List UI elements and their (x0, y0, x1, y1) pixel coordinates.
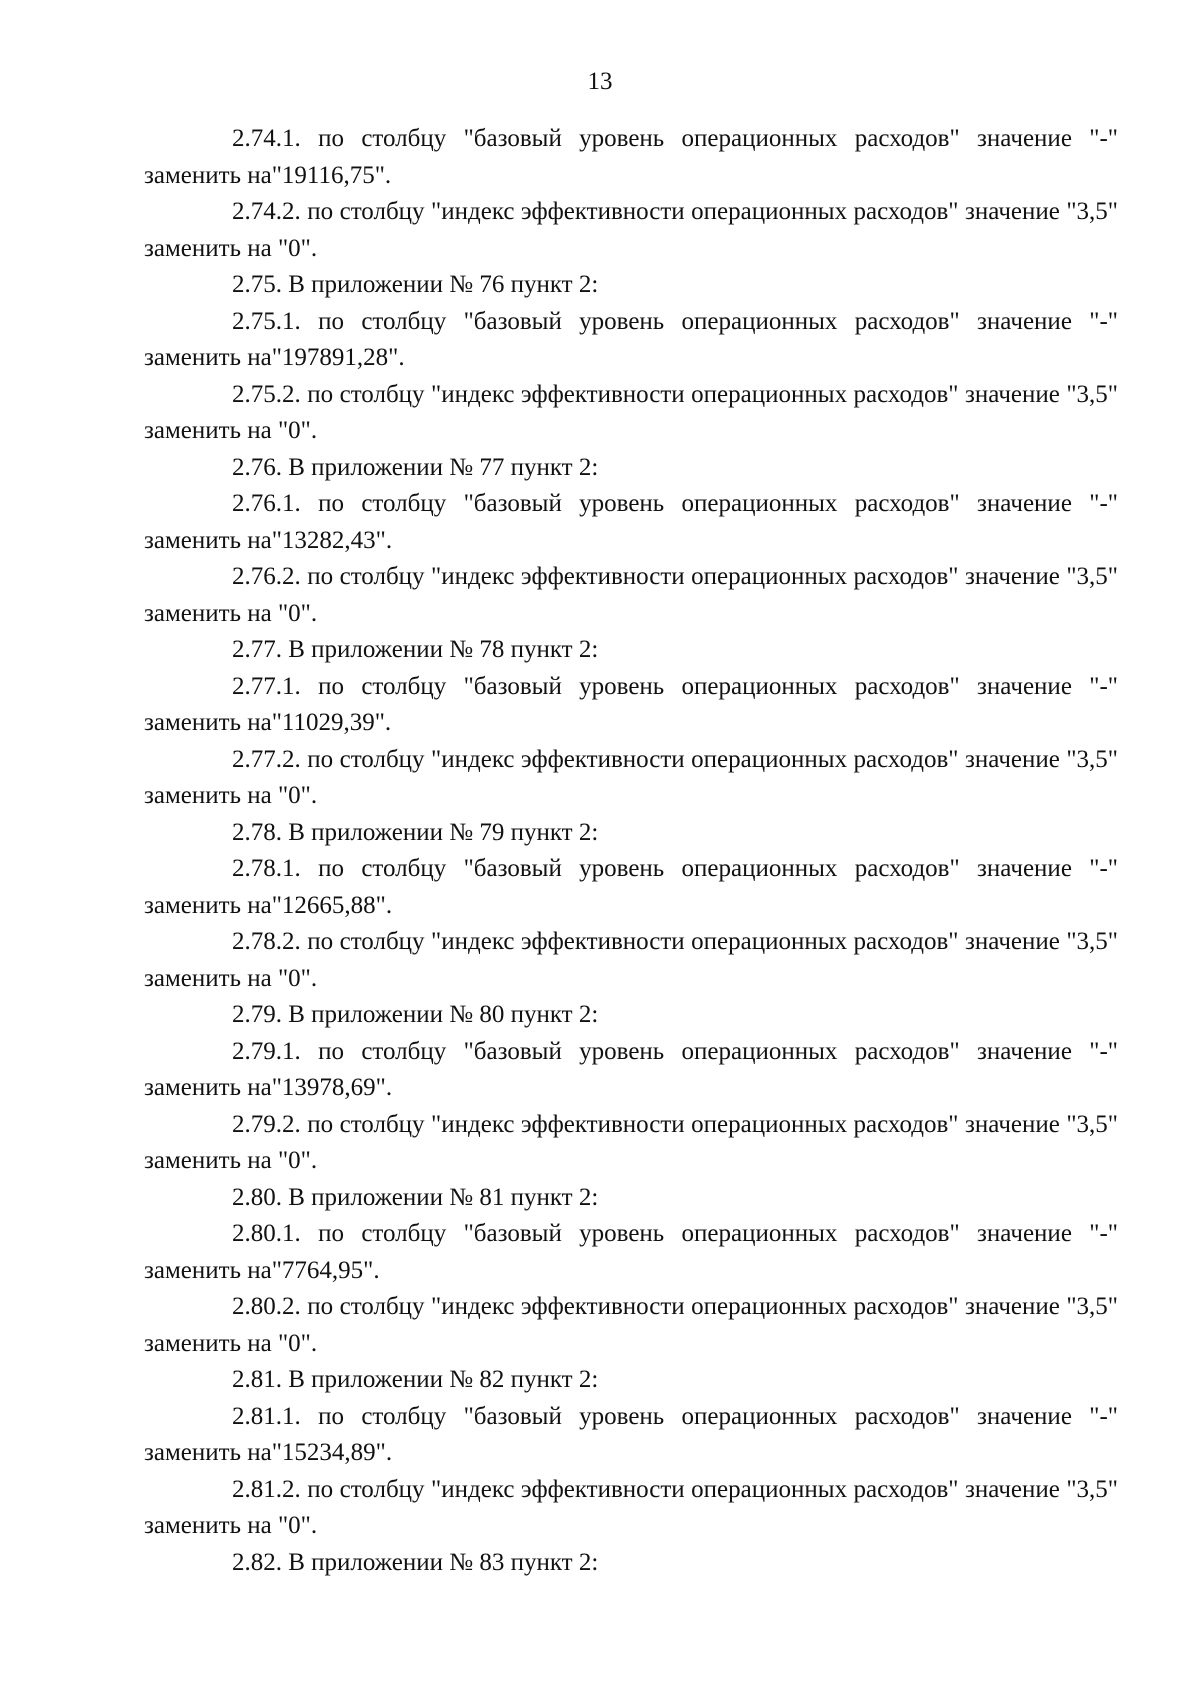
paragraph-2-81: 2.81. В приложении № 82 пункт 2: (232, 1366, 599, 1393)
paragraph-2-75-2: 2.75.2. по столбцу "индекс эффективности операционных расходов" значение "3,5" заменить на "0". (144, 380, 1118, 444)
paragraph-2-79: 2.79. В приложении № 80 пункт 2: (232, 1001, 599, 1028)
paragraph-2-77: 2.77. В приложении № 78 пункт 2: (232, 636, 599, 663)
document-body (144, 121, 1118, 1581)
page-number: 13 (587, 68, 613, 95)
paragraph-2-82: 2.82. В приложении № 83 пункт 2: (232, 1548, 599, 1576)
paragraph-2-75: 2.75. В приложении № 76 пункт 2: (232, 271, 599, 298)
paragraph-2-81-1: 2.81.1. по столбцу "базовый уровень операционных расходов" значение "-" заменить на"15234,89". (144, 1402, 1118, 1466)
paragraph-2-77-1: 2.77.1. по столбцу "базовый уровень операционных расходов" значение "-" заменить на"11029,39". (144, 672, 1118, 736)
paragraph-2-78: 2.78. В приложении № 79 пункт 2: (232, 818, 599, 846)
paragraph-2-77-2: 2.77.2. по столбцу "индекс эффективности операционных расходов" значение "3,5" заменить на "0". (144, 745, 1118, 809)
paragraph-2-75-1: 2.75.1. по столбцу "базовый уровень операционных расходов" значение "-" заменить на"197891,28". (144, 307, 1118, 371)
paragraph-2-80: 2.80. В приложении № 81 пункт 2: (232, 1183, 599, 1211)
paragraph-2-76-1: 2.76.1. по столбцу "базовый уровень операционных расходов" значение "-" заменить на"13282,43". (144, 490, 1118, 554)
paragraph-2-79-1: 2.79.1. по столбцу "базовый уровень операционных расходов" значение "-" заменить на"13978,69". (144, 1037, 1118, 1101)
paragraph-2-76: 2.76. В приложении № 77 пункт 2: (232, 453, 599, 481)
paragraph-2-79-2: 2.79.2. по столбцу "индекс эффективности операционных расходов" значение "3,5" заменить на "0". (144, 1110, 1118, 1174)
paragraph-2-80-1: 2.80.1. по столбцу "базовый уровень операционных расходов" значение "-" заменить на"7764,95". (144, 1220, 1118, 1284)
paragraph-2-74-2: 2.74.2. по столбцу "индекс эффективности операционных расходов" значение "3,5" заменить на "0". (144, 198, 1118, 262)
paragraph-2-76-2: 2.76.2. по столбцу "индекс эффективности операционных расходов" значение "3,5" заменить на "0". (144, 563, 1118, 627)
paragraph-2-78-2: 2.78.2. по столбцу "индекс эффективности операционных расходов" значение "3,5" заменить на "0". (144, 928, 1118, 992)
paragraph-2-74-1: 2.74.1. по столбцу "базовый уровень операционных расходов" значение "-" заменить на"19116,75". (144, 125, 1118, 189)
paragraph-2-80-2: 2.80.2. по столбцу "индекс эффективности операционных расходов" значение "3,5" заменить на "0". (144, 1293, 1118, 1357)
paragraph-2-78-1: 2.78.1. по столбцу "базовый уровень операционных расходов" значение "-" заменить на"12665,88". (144, 855, 1118, 919)
paragraph-2-81-2: 2.81.2. по столбцу "индекс эффективности операционных расходов" значение "3,5" заменить на "0". (144, 1475, 1118, 1539)
